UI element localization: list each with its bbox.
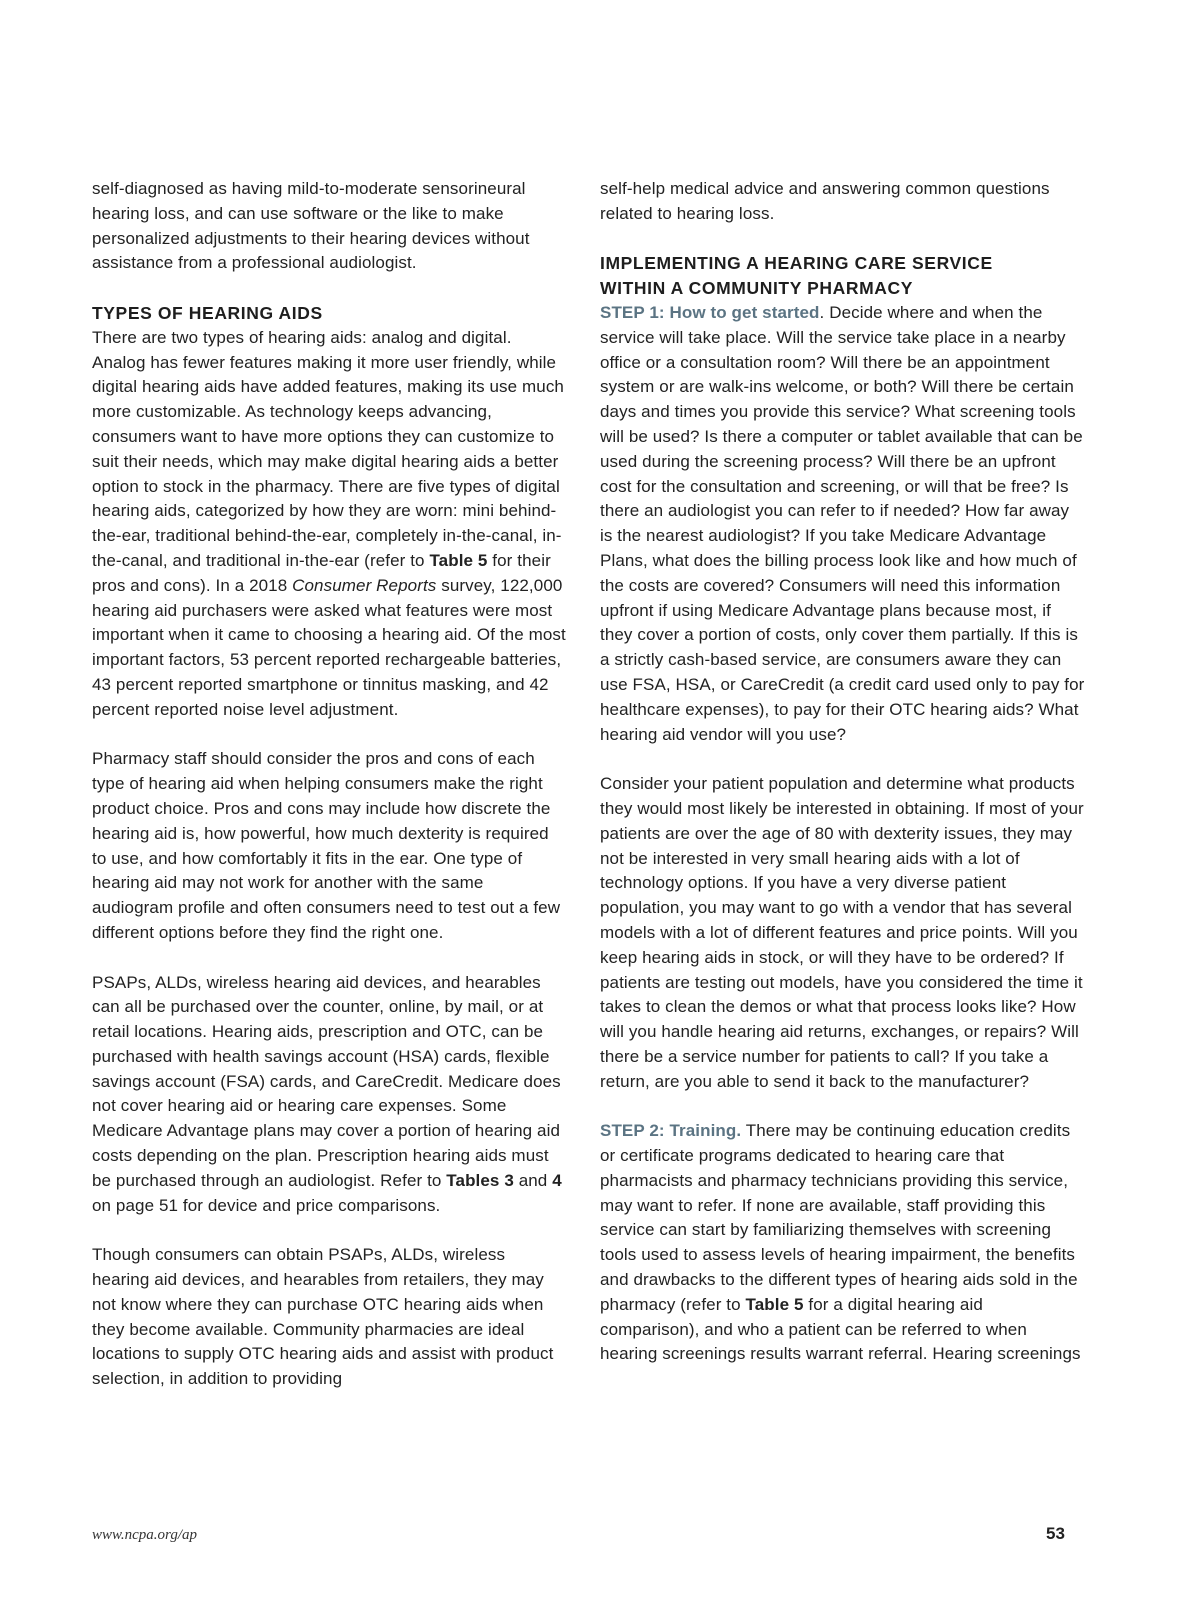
left-column xyxy=(92,177,567,1392)
implementing-service-heading xyxy=(600,251,1085,301)
table-5-ref-step2: Table 5 xyxy=(745,1294,804,1314)
heading-line-1: IMPLEMENTING A HEARING CARE SERVICE xyxy=(600,253,993,274)
consumer-reports-title: Consumer Reports xyxy=(292,575,437,595)
psaps-text-b: on page 51 for device and price comparisons. xyxy=(92,1195,441,1215)
right-intro-paragraph: self-help medical advice and answering common questions related to hearing loss. xyxy=(600,179,1050,223)
page-number: 53 xyxy=(1046,1524,1065,1543)
step-1-paragraph xyxy=(600,301,1085,747)
step-2-text-b: for a digital hearing aid comparison), and who a patient can be referred to when hearing screenings results warrant referral. Hearing screenings xyxy=(600,1294,1081,1364)
though-consumers-paragraph: Though consumers can obtain PSAPs, ALDs, wireless hearing aid devices, and hearables from retailers, they may not know where they can purchase OTC hearing aids when they become available. Community pharmacies are ideal locations to supply OTC hearing aids and assist with product selection, in addition to providing xyxy=(92,1245,554,1389)
types-text-c: survey, 122,000 hearing aid purchasers were asked what features were most important when it came to choosing a hearing aid. Of the most important factors, 53 percent reported rechargeable batteries, 43 percent reported smartphone or tinnitus masking, and 42 percent reported noise level adjustment. xyxy=(92,575,566,719)
types-text-a: There are two types of hearing aids: analog and digital. Analog has fewer features making it more user friendly, while digital hearing aids have added features, making its use much more customizable. As technology keeps advancing, consumers want to have more options they can customize to suit their needs, which may make digital hearing aids a better option to stock in the pharmacy. There are five types of digital hearing aids, categorized by how they are worn: mini behind-the-ear, traditional behind-the-ear, completely in-the-canal, in-the-canal, and traditional in-the-ear (refer to xyxy=(92,327,564,570)
psaps-paragraph xyxy=(92,971,567,1219)
right-column xyxy=(600,177,1085,1367)
step-2-text-a: There may be continuing education credits or certificate programs dedicated to hearing care that pharmacists and pharmacy technicians providing this service, may want to refer. If none are available, staff providing this service can start by familiarizing themselves with screening tools used to assess levels of hearing impairment, the benefits and drawbacks to the different types of hearing aids sold in the pharmacy (refer to xyxy=(600,1121,1078,1314)
table-5-ref: Table 5 xyxy=(429,550,488,570)
footer-url[interactable]: www.ncpa.org/ap xyxy=(92,1527,198,1543)
types-paragraph xyxy=(92,326,567,723)
types-of-hearing-aids-heading: TYPES OF HEARING AIDS xyxy=(92,302,323,323)
psaps-text-a: PSAPs, ALDs, wireless hearing aid devices, and hearables can all be purchased over the counter, online, by mail, or at retail locations. Hearing aids, prescription and OTC, can be purchased with health savings account (HSA) cards, flexible savings account (FSA) cards, and CareCredit. Medicare does not cover hearing aid or hearing care expenses. Some Medicare Advantage plans may cover a portion of hearing aid costs depending on the plan. Prescription hearing aids must be purchased through an audiologist. Refer to xyxy=(92,972,561,1190)
step-1-text: . Decide where and when the service will take place. Will the service take place in a nearby office or a consultation room? Will there be an appointment system or are walk-ins welcome, or both? Will there be certain days and times you provide this service? What screening tools will be used? Is there a computer or tablet available that can be used during the screening process? Will there be an upfront cost for the consultation and screening, or will that be free? Is there an audiologist you can refer to if needed? How far away is the nearest audiologist? If you take Medicare Advantage Plans, what does the billing process look like and how much of the costs are covered? Consumers will need this information upfront if using Medicare Advantage plans because most, if they cover a portion of costs, only cover them partially. If this is a strictly cash-based service, are consumers aware they can use FSA, HSA, or CareCredit (a credit card used only to pay for healthcare expenses), to pay for their OTC hearing aids? What hearing aid vendor will you use? xyxy=(600,302,1085,744)
heading-line-2: WITHIN A COMMUNITY PHARMACY xyxy=(600,278,914,299)
tables-3-ref: Tables 3 xyxy=(446,1170,514,1190)
types-text-b: for their pros and cons). In a 2018 xyxy=(92,550,551,595)
table-4-ref: 4 xyxy=(552,1170,562,1190)
step-1-label: STEP 1: How to get started xyxy=(600,302,820,322)
consider-population-paragraph: Consider your patient population and determine what products they would most likely be interested in obtaining. If most of your patients are over the age of 80 with dexterity issues, they may not be interested in very small hearing aids with a lot of technology options. If you have a very diverse patient population, you may want to go with a vendor that has several models with a lot of different features and price points. Will you keep hearing aids in stock, or will they have to be ordered? If patients are testing out models, have you considered the time it takes to clean the demos or what that process looks like? How will you handle hearing aid returns, exchanges, or repairs? Will there be a service number for patients to call? If you take a return, are you able to send it back to the manufacturer? xyxy=(600,774,1084,1091)
psaps-and: and xyxy=(518,1170,548,1190)
left-intro-paragraph: self-diagnosed as having mild-to-moderate sensorineural hearing loss, and can use software or the like to make personalized adjustments to their hearing devices without assistance from a professional audiologist. xyxy=(92,179,530,273)
pharmacy-staff-paragraph: Pharmacy staff should consider the pros and cons of each type of hearing aid when helping consumers make the right product choice. Pros and cons may include how discrete the hearing aid is, how powerful, how much dexterity is required to use, and how comfortably it fits in the ear. One type of hearing aid may not work for another with the same audiogram profile and often consumers need to test out a few different options before they find the right one. xyxy=(92,749,561,942)
step-2-paragraph xyxy=(600,1119,1085,1367)
step-2-label: STEP 2: Training. xyxy=(600,1121,742,1141)
